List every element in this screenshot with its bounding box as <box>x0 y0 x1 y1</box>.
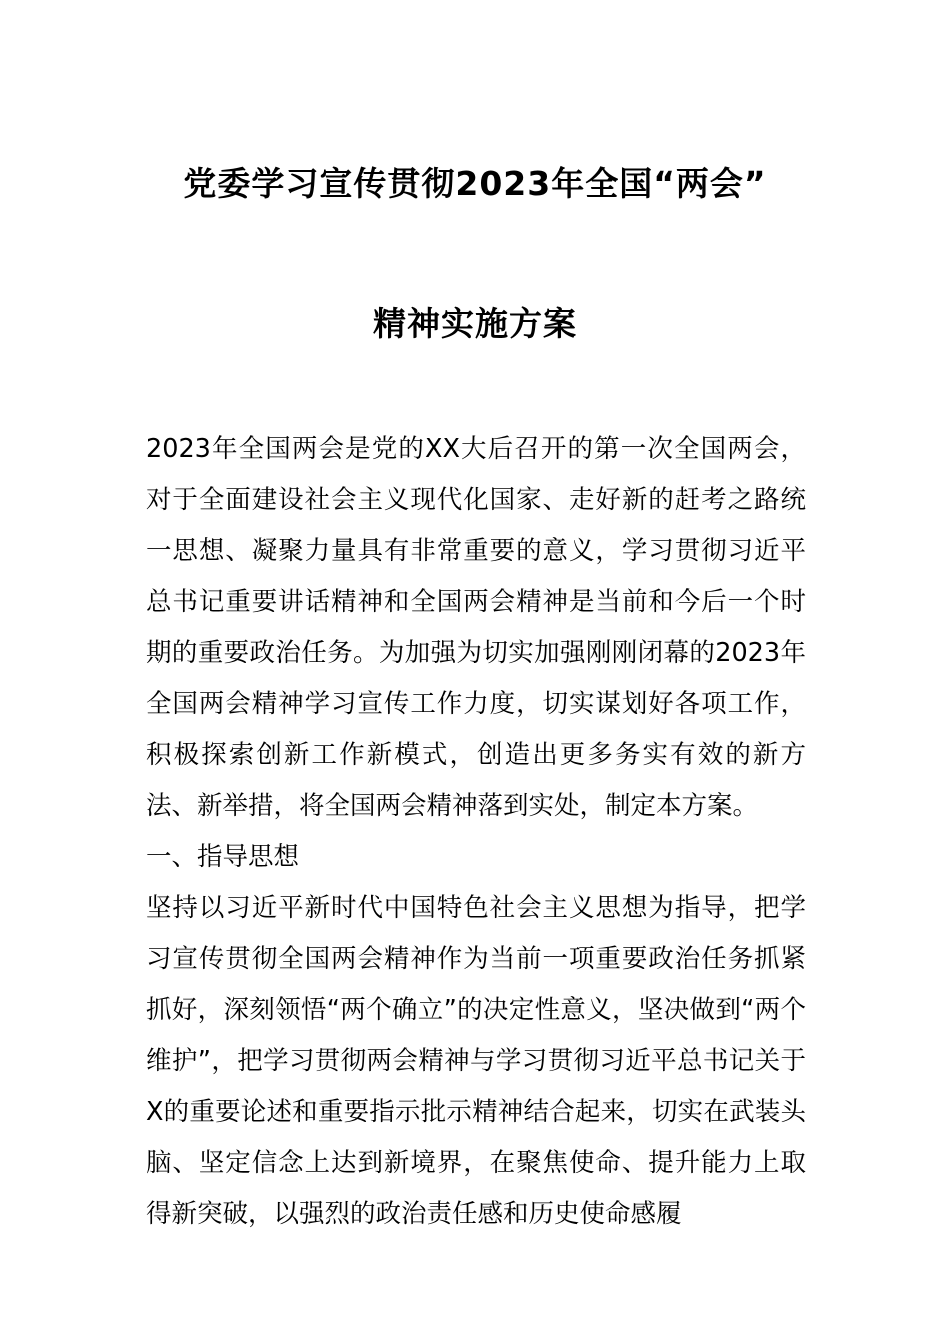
document-body <box>146 424 806 1240</box>
document-title-line-1: 党委学习宣传贯彻2023年全国“两会” <box>183 164 767 203</box>
document-title-line-2: 精神实施方案 <box>373 304 577 343</box>
section-paragraph-guiding-ideology: 坚持以习近平新时代中国特色社会主义思想为指导，把学习宣传贯彻全国两会精神作为当前一项重要政治任务抓紧抓好，深刻领悟“两个确立”的决定性意义，坚决做到“两个维护”，把学习贯彻两会精神与学习贯彻习近平总书记关于X的重要论述和重要指示批示精神结合起来，切实在武装头脑、坚定信念上达到新境界，在聚焦使命、提升能力上取得新突破，以强烈的政治责任感和历史使命感履 <box>146 893 806 1229</box>
intro-paragraph: 2023年全国两会是党的XX大后召开的第一次全国两会，对于全面建设社会主义现代化国家、走好新的赶考之路统一思想、凝聚力量具有非常重要的意义，学习贯彻习近平总书记重要讲话精神和全国两会精神是当前和今后一个时期的重要政治任务。为加强为切实加强刚刚闭幕的2023年全国两会精神学习宣传工作力度，切实谋划好各项工作，积极探索创新工作新模式，创造出更多务实有效的新方法、新举措，将全国两会精神落到实处，制定本方案。 <box>146 434 806 821</box>
section-heading-guiding-ideology: 一、指导思想 <box>146 842 300 872</box>
